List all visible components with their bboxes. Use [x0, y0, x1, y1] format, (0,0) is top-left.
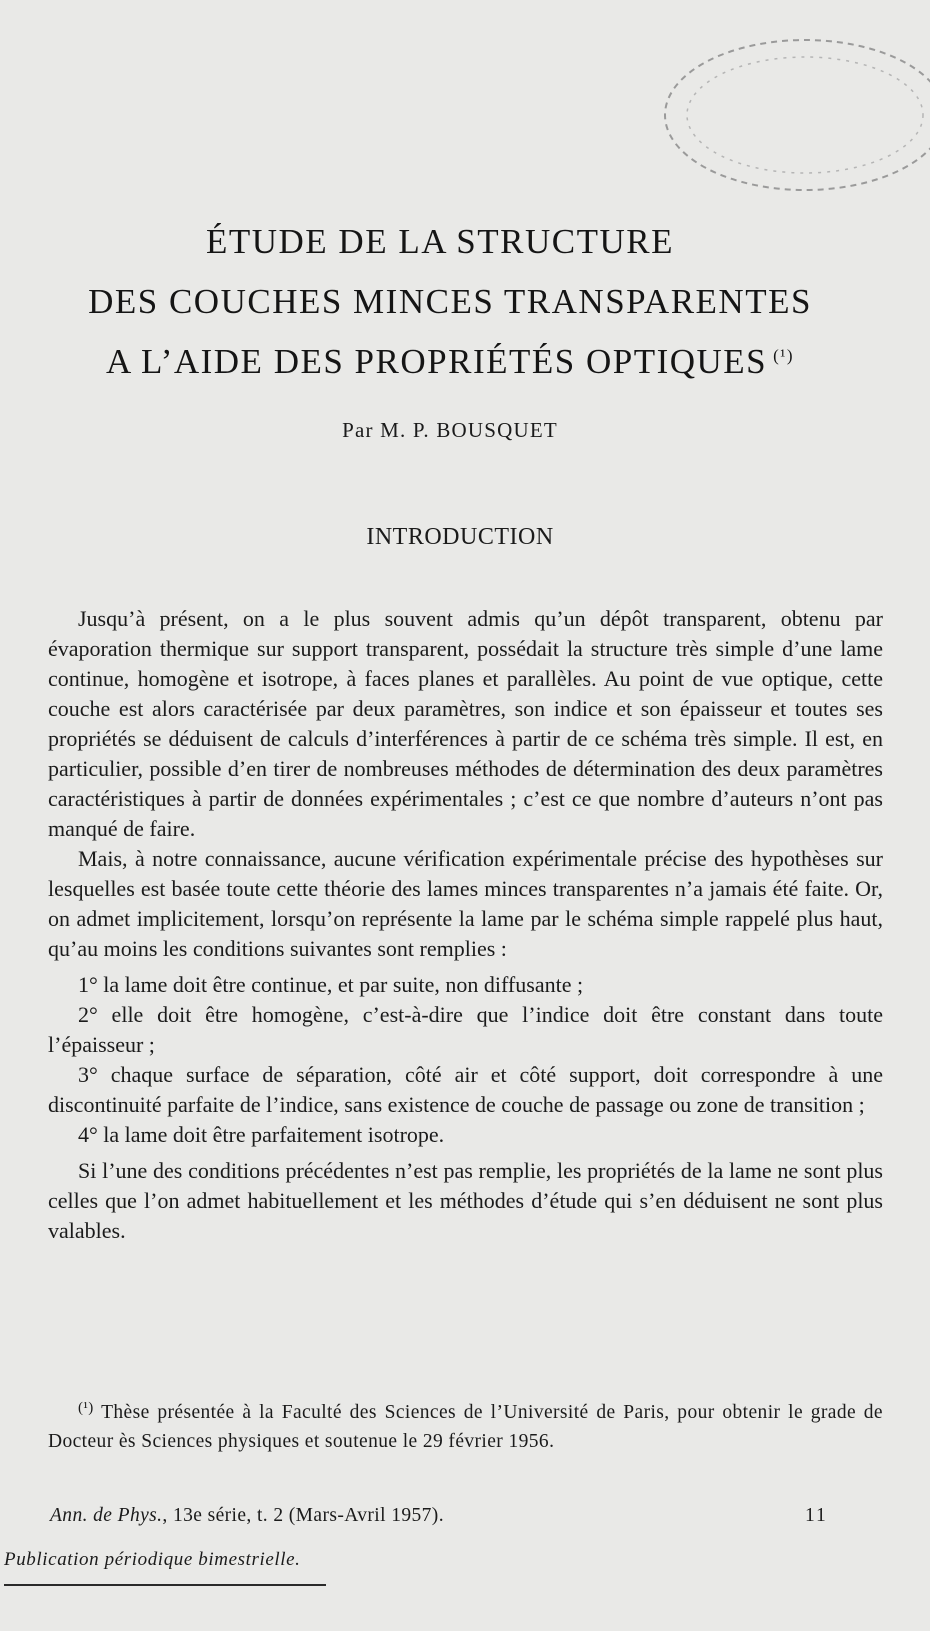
- condition-item: 2° elle doit être homogène, c’est-à-dire que l’indice doit être constant dans toute l’épaisseur ;: [48, 1002, 883, 1057]
- title-line-3-text: A L’AIDE DES PROPRIÉTÉS OPTIQUES: [105, 342, 768, 381]
- journal-name: Ann. de Phys.: [50, 1505, 163, 1526]
- footnote-text: Thèse présentée à la Faculté des Sciences de l’Université de Paris, pour obtenir le grade de Docteur ès Sciences physiques et soutenue le 29 février 1956.: [48, 1402, 883, 1452]
- paragraph: Jusqu’à présent, on a le plus souvent admis qu’un dépôt transparent, obtenu par évaporation thermique sur support transparent, possédait la structure très simple d’une lame continue, homogène et isotrope, à faces planes et parallèles. Au point de vue optique, cette couche est alors caractérisée par deux paramètres, son indice et son épaisseur et toutes ses propriétés se déduisent de calculs d’interférences à partir de ce schéma très simple. Il est, en particulier, possible d’en tirer de nombreuses méthodes de détermination des deux paramètres caractéristiques à partir de données expérimentales ; c’est ce que nombre d’auteurs n’ont pas manqué de faire.: [48, 606, 883, 841]
- footnote: [48, 1394, 883, 1456]
- publication-note: Publication périodique bimestrielle.: [4, 1549, 301, 1570]
- paragraph: Mais, à notre connaissance, aucune vérification expérimentale précise des hypothèses sur lesquelles est basée toute cette théorie des lames minces transparentes n’a jamais été faite. Or, on admet implicitement, lorsqu’on représente la lame par le schéma simple rappelé plus haut, qu’au moins les conditions suivantes sont remplies :: [48, 846, 883, 961]
- page-number: 11: [805, 1505, 828, 1526]
- condition-item: 3° chaque surface de séparation, côté air et côté support, doit correspondre à une discontinuité parfaite de l’indice, sans existence de couche de passage ou zone de transition ;: [48, 1062, 883, 1117]
- title-footnote-mark: (¹): [773, 346, 795, 365]
- footnote-mark: (¹): [78, 1400, 94, 1416]
- body-text: [48, 604, 883, 1246]
- paragraph: Si l’une des conditions précédentes n’est pas remplie, les propriétés de la lame ne sont plus celles que l’on admet habituellement et les méthodes d’étude qui s’en déduisent ne sont plus valables.: [48, 1158, 883, 1243]
- condition-item: 4° la lame doit être parfaitement isotrope.: [78, 1122, 445, 1147]
- condition-item: 1° la lame doit être continue, et par suite, non diffusante ;: [78, 972, 584, 997]
- title-line-1: ÉTUDE DE LA STRUCTURE: [205, 222, 674, 261]
- section-heading: INTRODUCTION: [366, 524, 554, 550]
- author-line: Par M. P. BOUSQUET: [342, 418, 558, 442]
- title-line-3: [0, 342, 900, 382]
- journal-citation: [50, 1505, 444, 1527]
- library-stamp: [640, 20, 930, 220]
- publication-note-underline: [4, 1584, 326, 1586]
- journal-details: , 13e série, t. 2 (Mars-Avril 1957).: [162, 1505, 444, 1526]
- title-line-2: DES COUCHES MINCES TRANSPARENTES: [88, 282, 812, 321]
